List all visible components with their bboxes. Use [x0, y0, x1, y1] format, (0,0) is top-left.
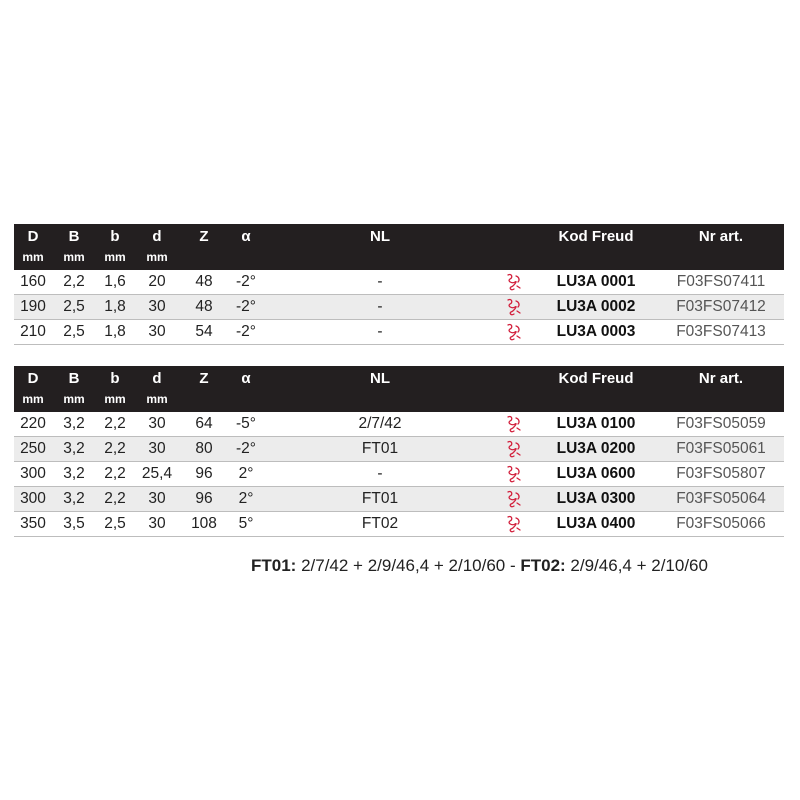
cell-b: 1,8: [104, 323, 126, 340]
cell-NL: -: [377, 298, 383, 315]
unit-B: mm: [63, 392, 85, 406]
cell-D: 160: [20, 273, 46, 290]
cell-b: 2,2: [104, 415, 126, 432]
cell-alpha: -2°: [236, 298, 256, 315]
table-header: [14, 366, 784, 412]
table-row: [14, 487, 784, 512]
table-row: [14, 512, 784, 537]
saw-rotation-icon: [504, 297, 524, 317]
header-B: B: [68, 228, 80, 245]
unit-B: mm: [63, 250, 85, 264]
cell-kod: LU3A 0100: [556, 415, 636, 432]
cell-NL: -: [377, 323, 383, 340]
ft01-label: FT01:: [251, 556, 297, 575]
cell-D: 250: [20, 440, 46, 457]
cell-d: 20: [148, 273, 166, 290]
cell-Z: 48: [195, 273, 213, 290]
cell-alpha: 2°: [238, 465, 254, 482]
cell-nr: F03FS05059: [676, 415, 766, 432]
cell-b: 2,2: [104, 490, 126, 507]
cell-d: 30: [148, 323, 166, 340]
header-kod: Kod Freud: [558, 228, 634, 245]
table-row: [14, 462, 784, 487]
unit-b: mm: [104, 250, 126, 264]
cell-alpha: 5°: [238, 515, 254, 532]
cell-d: 30: [148, 440, 166, 457]
table-row: [14, 437, 784, 462]
cell-kod: LU3A 0400: [556, 515, 636, 532]
table-row: [14, 320, 784, 345]
cell-d: 30: [148, 298, 166, 315]
ft01-text: 2/7/42 + 2/9/46,4 + 2/10/60 -: [296, 556, 521, 575]
cell-Z: 64: [195, 415, 213, 432]
saw-rotation-icon: [504, 322, 524, 342]
cell-nr: F03FS07412: [676, 298, 766, 315]
unit-D: mm: [22, 250, 44, 264]
cell-b: 1,6: [104, 273, 126, 290]
cell-Z: 54: [195, 323, 213, 340]
cell-b: 2,2: [104, 465, 126, 482]
header-NL: NL: [370, 228, 390, 245]
cell-kod: LU3A 0600: [556, 465, 636, 482]
header-d: d: [152, 228, 162, 245]
header-nr: Nr art.: [698, 228, 744, 245]
cell-B: 2,5: [63, 298, 85, 315]
unit-b: mm: [104, 392, 126, 406]
header-B: B: [68, 370, 80, 387]
table-body: [14, 270, 784, 345]
header-kod: Kod Freud: [558, 370, 634, 387]
unit-D: mm: [22, 392, 44, 406]
cell-D: 210: [20, 323, 46, 340]
header-NL: NL: [370, 370, 390, 387]
cell-b: 2,5: [104, 515, 126, 532]
cell-d: 30: [148, 490, 166, 507]
cell-NL: FT02: [361, 515, 399, 532]
cell-kod: LU3A 0001: [556, 273, 636, 290]
cell-alpha: -2°: [236, 440, 256, 457]
cell-D: 220: [20, 415, 46, 432]
cell-nr: F03FS05061: [676, 440, 766, 457]
header-b: b: [110, 370, 120, 387]
cell-NL: FT01: [361, 490, 399, 507]
cell-D: 300: [20, 490, 46, 507]
cell-kod: LU3A 0300: [556, 490, 636, 507]
table-row: [14, 412, 784, 437]
cell-B: 2,2: [63, 273, 85, 290]
saw-rotation-icon: [504, 464, 524, 484]
cell-nr: F03FS05066: [676, 515, 766, 532]
cell-nr: F03FS07411: [676, 273, 766, 290]
header-alpha: α: [241, 228, 251, 245]
cell-Z: 96: [195, 490, 213, 507]
table-header: [14, 224, 784, 270]
saw-table-2: [14, 366, 784, 537]
cell-B: 3,5: [63, 515, 85, 532]
cell-Z: 96: [195, 465, 213, 482]
ft02-label: FT02:: [520, 556, 566, 575]
cell-b: 2,2: [104, 440, 126, 457]
cell-kod: LU3A 0003: [556, 323, 636, 340]
cell-Z: 80: [195, 440, 213, 457]
cell-B: 2,5: [63, 323, 85, 340]
cell-B: 3,2: [63, 490, 85, 507]
header-alpha: α: [241, 370, 251, 387]
cell-D: 300: [20, 465, 46, 482]
cell-NL: -: [377, 465, 383, 482]
saw-rotation-icon: [504, 514, 524, 534]
cell-alpha: -2°: [236, 273, 256, 290]
cell-NL: 2/7/42: [358, 415, 402, 432]
header-D: D: [27, 370, 39, 387]
table-row: [14, 270, 784, 295]
header-nr: Nr art.: [698, 370, 744, 387]
cell-alpha: -2°: [236, 323, 256, 340]
saw-rotation-icon: [504, 489, 524, 509]
header-Z: Z: [199, 228, 209, 245]
unit-d: mm: [146, 250, 168, 264]
unit-d: mm: [146, 392, 168, 406]
cell-B: 3,2: [63, 440, 85, 457]
header-d: d: [152, 370, 162, 387]
cell-NL: FT01: [361, 440, 399, 457]
footnote: [251, 556, 708, 576]
cell-nr: F03FS05064: [676, 490, 766, 507]
cell-Z: 48: [195, 298, 213, 315]
saw-rotation-icon: [504, 439, 524, 459]
cell-kod: LU3A 0200: [556, 440, 636, 457]
cell-d: 30: [148, 415, 166, 432]
cell-D: 190: [20, 298, 46, 315]
cell-alpha: 2°: [238, 490, 254, 507]
ft02-text: 2/9/46,4 + 2/10/60: [565, 556, 708, 575]
header-D: D: [27, 228, 39, 245]
saw-rotation-icon: [504, 414, 524, 434]
cell-D: 350: [20, 515, 46, 532]
header-Z: Z: [199, 370, 209, 387]
cell-nr: F03FS07413: [676, 323, 766, 340]
cell-B: 3,2: [63, 415, 85, 432]
cell-b: 1,8: [104, 298, 126, 315]
cell-B: 3,2: [63, 465, 85, 482]
header-b: b: [110, 228, 120, 245]
saw-table-1: [14, 224, 784, 345]
cell-NL: -: [377, 273, 383, 290]
cell-d: 30: [148, 515, 166, 532]
cell-alpha: -5°: [236, 415, 256, 432]
cell-Z: 108: [191, 515, 217, 532]
table-body: [14, 412, 784, 537]
cell-nr: F03FS05807: [676, 465, 766, 482]
saw-rotation-icon: [504, 272, 524, 292]
cell-kod: LU3A 0002: [556, 298, 636, 315]
cell-d: 25,4: [141, 465, 173, 482]
table-row: [14, 295, 784, 320]
